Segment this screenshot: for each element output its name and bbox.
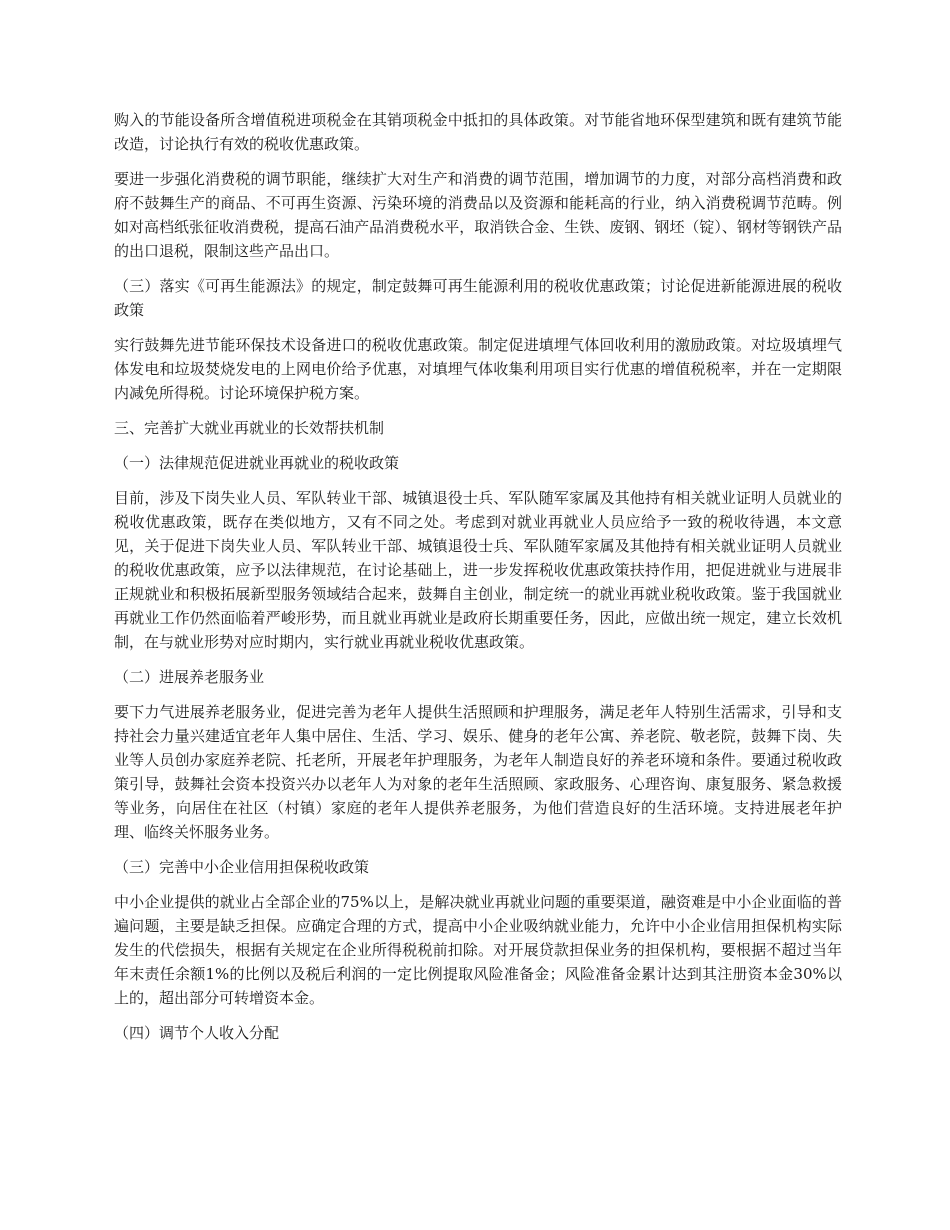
paragraph-consumption-tax: 要进一步强化消费税的调节职能，继续扩大对生产和消费的调节范围，增加调节的力度，对部分高档消费和政府不鼓舞生产的商品、不可再生资源、污染环境的消费品以及资源和能耗高的行业，纳入消费税调节范畴。例如对高档纸张征收消费税，提高石油产品消费税水平，取消铁合金、生铁、废钢、钢坯（锭）、钢材等钢铁产品的出口退税，限制这些产品出口。 xyxy=(114,170,842,260)
heading-income-distribution: （四）调节个人收入分配 xyxy=(114,1024,280,1042)
paragraph-elderly-care: 要下力气进展养老服务业，促进完善为老年人提供生活照顾和护理服务，满足老年人特别生活需求，引导和支持社会力量兴建适宜老年人集中居住、生活、学习、娱乐、健身的老年公寓、养老院、敬老院，鼓舞下岗、失业等人员创办家庭养老院、托老所，开展老年护理服务，为老年人制造良好的养老环境和条件。要通过税收政策引导，鼓舞社会资本投资兴办以老年人为对象的老年生活照顾、家政服务、心理咨询、康复服务、紧急救援等业务，向居住在社区（村镇）家庭的老年人提供养老服务，为他们营造良好的生活环境。支持进展老年护理、临终关怀服务业务。 xyxy=(114,703,842,841)
paragraph-sme-guarantee: 中小企业提供的就业占全部企业的75%以上，是解决就业再就业问题的重要渠道，融资难是中小企业面临的普遍问题，主要是缺乏担保。应确定合理的方式，提高中小企业吸纳就业能力，允许中小企业信用担保机构实际发生的代偿损失，根据有关规定在企业所得税税前扣除。对开展贷款担保业务的担保机构，要根据不超过当年年末责任余额1%的比例以及税后利润的一定比例提取风险准备金；风险准备金累计达到其注册资本金30%以上的，超出部分可转增资本金。 xyxy=(114,893,842,1007)
paragraph-energy-vat: 购入的节能设备所含增值税进项税金在其销项税金中抵扣的具体政策。对节能省地环保型建筑和既有建筑节能改造，讨论执行有效的税收优惠政策。 xyxy=(114,111,842,153)
heading-employment-tax: （一）法律规范促进就业再就业的税收政策 xyxy=(114,454,400,472)
heading-renewable-energy: （三）落实《可再生能源法》的规定，制定鼓舞可再生能源利用的税收优惠政策；讨论促进新能源进展的税收政策 xyxy=(114,277,842,319)
heading-section-three: 三、完善扩大就业再就业的长效帮扶机制 xyxy=(114,419,385,437)
document-body xyxy=(114,108,842,1056)
heading-elderly-care: （二）进展养老服务业 xyxy=(114,668,265,686)
paragraph-energy-equipment: 实行鼓舞先进节能环保技术设备进口的税收优惠政策。制定促进填埋气体回收利用的激励政策。对垃圾填埋气体发电和垃圾焚烧发电的上网电价给予优惠，对填埋气体收集利用项目实行优惠的增值税税率，并在一定期限内减免所得税。讨论环境保护税方案。 xyxy=(114,336,842,402)
heading-sme-guarantee: （三）完善中小企业信用担保税收政策 xyxy=(114,858,370,876)
paragraph-employment-policy: 目前，涉及下岗失业人员、军队转业干部、城镇退役士兵、军队随军家属及其他持有相关就业证明人员就业的税收优惠政策，既存在类似地方，又有不同之处。考虑到对就业再就业人员应给予一致的税收待遇，本文意见，关于促进下岗失业人员、军队转业干部、城镇退役士兵、军队随军家属及其他持有相关就业证明人员就业的税收优惠政策，应予以法律规范，在讨论基础上，进一步发挥税收优惠政策扶持作用，把促进就业与进展非正规就业和积极拓展新型服务领域结合起来，鼓舞自主创业，制定统一的就业再就业税收政策。鉴于我国就业再就业工作仍然面临着严峻形势，而且就业再就业是政府长期重要任务，因此，应做出统一规定，建立长效机制，在与就业形势对应时期内，实行就业再就业税收优惠政策。 xyxy=(114,489,842,651)
